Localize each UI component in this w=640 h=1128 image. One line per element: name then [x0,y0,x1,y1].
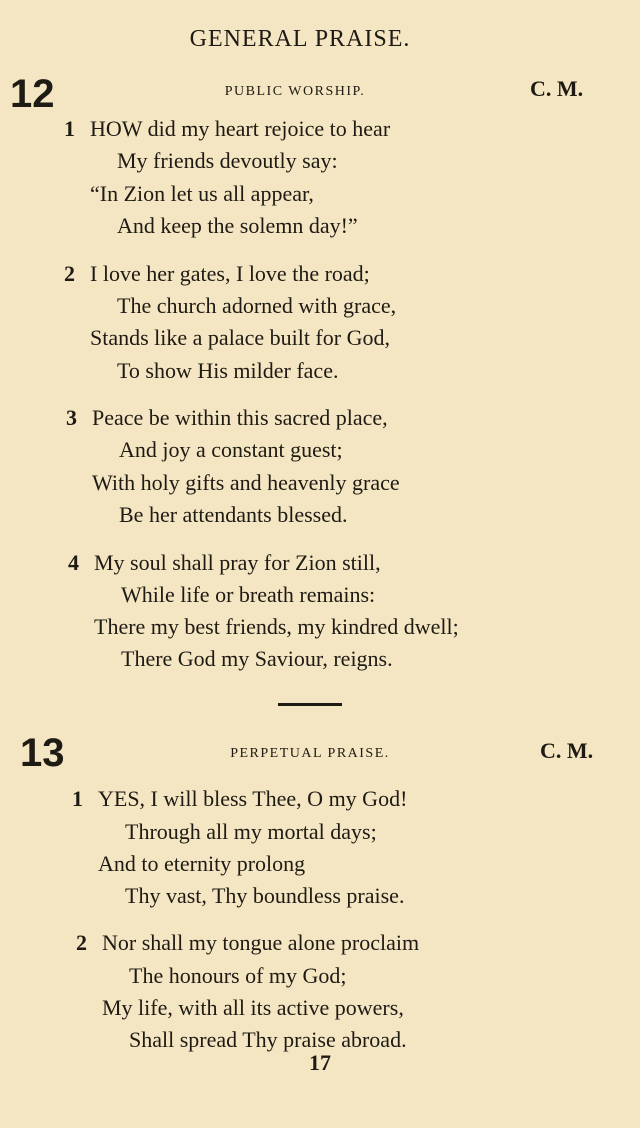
hymn-title: PUBLIC WORSHIP. [224,84,366,99]
verse-number: 4 [68,550,79,575]
section-divider [278,703,342,706]
verse-line: My life, with all its active powers, [102,995,404,1020]
hymn-number: 12 [10,72,55,116]
verse-line: Thy vast, Thy boundless praise. [125,883,405,908]
verse-line: Be her attendants blessed. [119,502,348,527]
verse-line: While life or breath remains: [121,582,376,607]
verse-line: To show His milder face. [117,358,339,383]
verse-number: 2 [64,261,75,286]
verse-line: The church adorned with grace, [117,293,397,318]
verse-line: Shall spread Thy praise abroad. [129,1027,407,1052]
verse-line: And to eternity prolong [98,851,306,876]
verse-number: 2 [76,930,87,955]
running-head: GENERAL PRAISE. [189,26,411,52]
hymn-meter: C. M. [530,76,584,101]
hymn-number: 13 [20,731,65,775]
verse-line: With holy gifts and heavenly grace [92,470,400,495]
verse-line: There my best friends, my kindred dwell; [94,614,459,639]
verse-line: My soul shall pray for Zion still, [94,550,381,575]
verse-line: Nor shall my tongue alone proclaim [102,930,420,955]
verse-line: YES, I will bless Thee, O my God! [98,786,408,811]
verse-line: And keep the solemn day!” [117,213,358,238]
verse-line: Peace be within this sacred place, [92,405,388,430]
verse-line: “In Zion let us all appear, [90,181,314,206]
verse-line: Through all my mortal days; [125,819,377,844]
hymn-meter: C. M. [540,738,594,763]
verse-number: 1 [72,786,83,811]
verse-line: Stands like a palace built for God, [90,325,390,350]
verse-number: 3 [66,405,77,430]
verse-line: There God my Saviour, reigns. [121,646,393,671]
page-number: 17 [309,1050,331,1075]
verse-line: And joy a constant guest; [119,437,343,462]
verse-line: HOW did my heart rejoice to hear [90,116,391,141]
verse-line: The honours of my God; [129,963,347,988]
hymn-title: PERPETUAL PRAISE. [230,746,390,761]
verse-line: I love her gates, I love the road; [90,261,370,286]
verse-number: 1 [64,116,75,141]
verse-line: My friends devoutly say: [117,148,338,173]
